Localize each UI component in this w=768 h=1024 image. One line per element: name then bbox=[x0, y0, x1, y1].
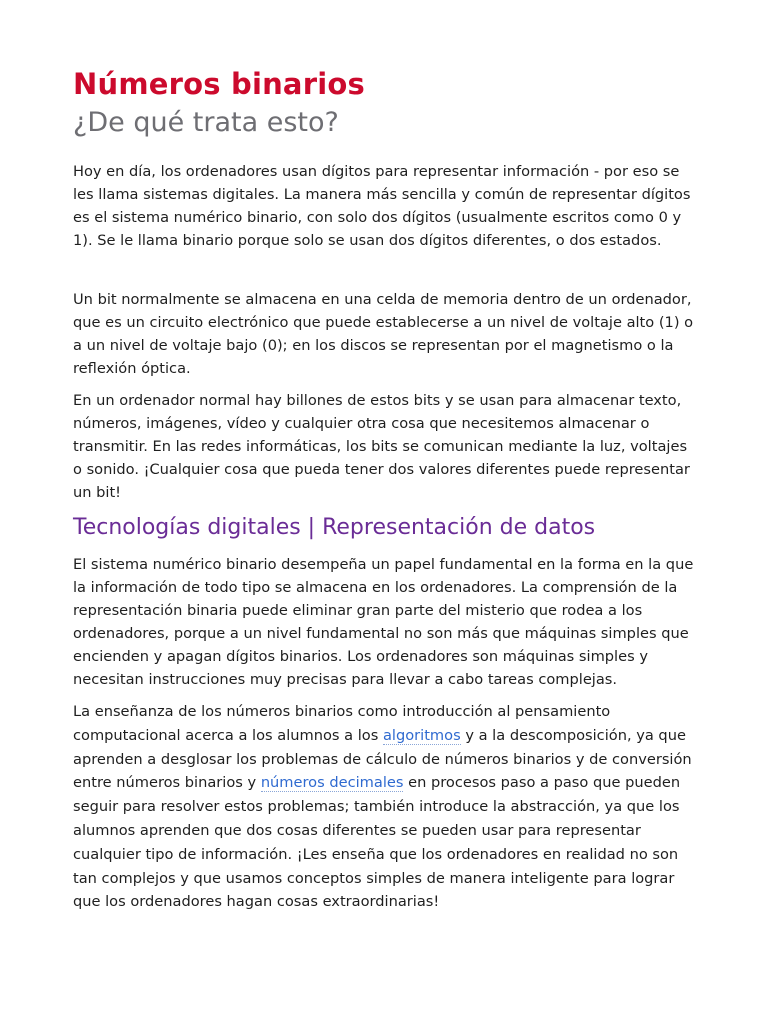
intro-paragraph-2: Un bit normalmente se almacena en una celda de memoria dentro de un ordenador, que es un circuito electrónico que puede establecerse a un nivel de voltaje alto (1) o a un nivel de voltaje bajo (0); en los discos se representan por el magnetismo o la reflexión óptica. bbox=[73, 291, 694, 377]
intro-paragraph-1: Hoy en día, los ordenadores usan dígitos para representar información - por eso se les llama sistemas digitales. La manera más sencilla y común de representar dígitos es el sistema numérico binario, con solo dos dígitos (usualmente escritos como 0 y 1). Se le llama binario porque solo se usan dos dígitos diferentes, o dos estados. bbox=[73, 163, 691, 249]
paragraph-text-segment: La enseñanza de los números binarios como introducción al pensamiento computacional acerca a los alumnos a los bbox=[73, 703, 611, 744]
page-title: Números binarios bbox=[73, 67, 365, 101]
paragraph-text-segment: y a la descomposición, ya que aprenden a desglosar los problemas de cálculo de números binarios y de conversión entre números binarios y bbox=[73, 726, 692, 792]
decimal-numbers-link[interactable]: números decimales bbox=[260, 774, 404, 792]
paragraph-text-segment: en procesos paso a paso que pueden seguir para resolver estos problemas; también introduce la abstracción, ya que los alumnos aprenden que dos cosas diferentes se pueden usar para representar cualquier tipo de información. ¡Les enseña que los ordenadores en realidad no son tan complejos y que usamos conceptos simples de manera inteligente para lograr que los ordenadores hagan cosas extraordinarias! bbox=[73, 774, 681, 911]
section-heading: Tecnologías digitales | Representación de datos bbox=[73, 515, 596, 540]
section-paragraph-1: El sistema numérico binario desempeña un papel fundamental en la forma en la que la información de todo tipo se almacena en los ordenadores. La comprensión de la representación binaria puede eliminar gran parte del misterio que rodea a los ordenadores, porque a un nivel fundamental no son más que máquinas simples que encienden y apagan dígitos binarios. Los ordenadores son máquinas simples y necesitan instrucciones muy precisas para llevar a cabo tareas complejas. bbox=[73, 556, 694, 688]
section-paragraph-2 bbox=[73, 700, 696, 914]
page-subtitle: ¿De qué trata esto? bbox=[73, 107, 339, 138]
intro-paragraph-3: En un ordenador normal hay billones de estos bits y se usan para almacenar texto, números, imágenes, vídeo y cualquier otra cosa que necesitemos almacenar o transmitir. En las redes informáticas, los bits se comunican mediante la luz, voltajes o sonido. ¡Cualquier cosa que pueda tener dos valores diferentes puede representar un bit! bbox=[73, 392, 690, 501]
algorithms-link[interactable]: algoritmos bbox=[382, 726, 461, 744]
